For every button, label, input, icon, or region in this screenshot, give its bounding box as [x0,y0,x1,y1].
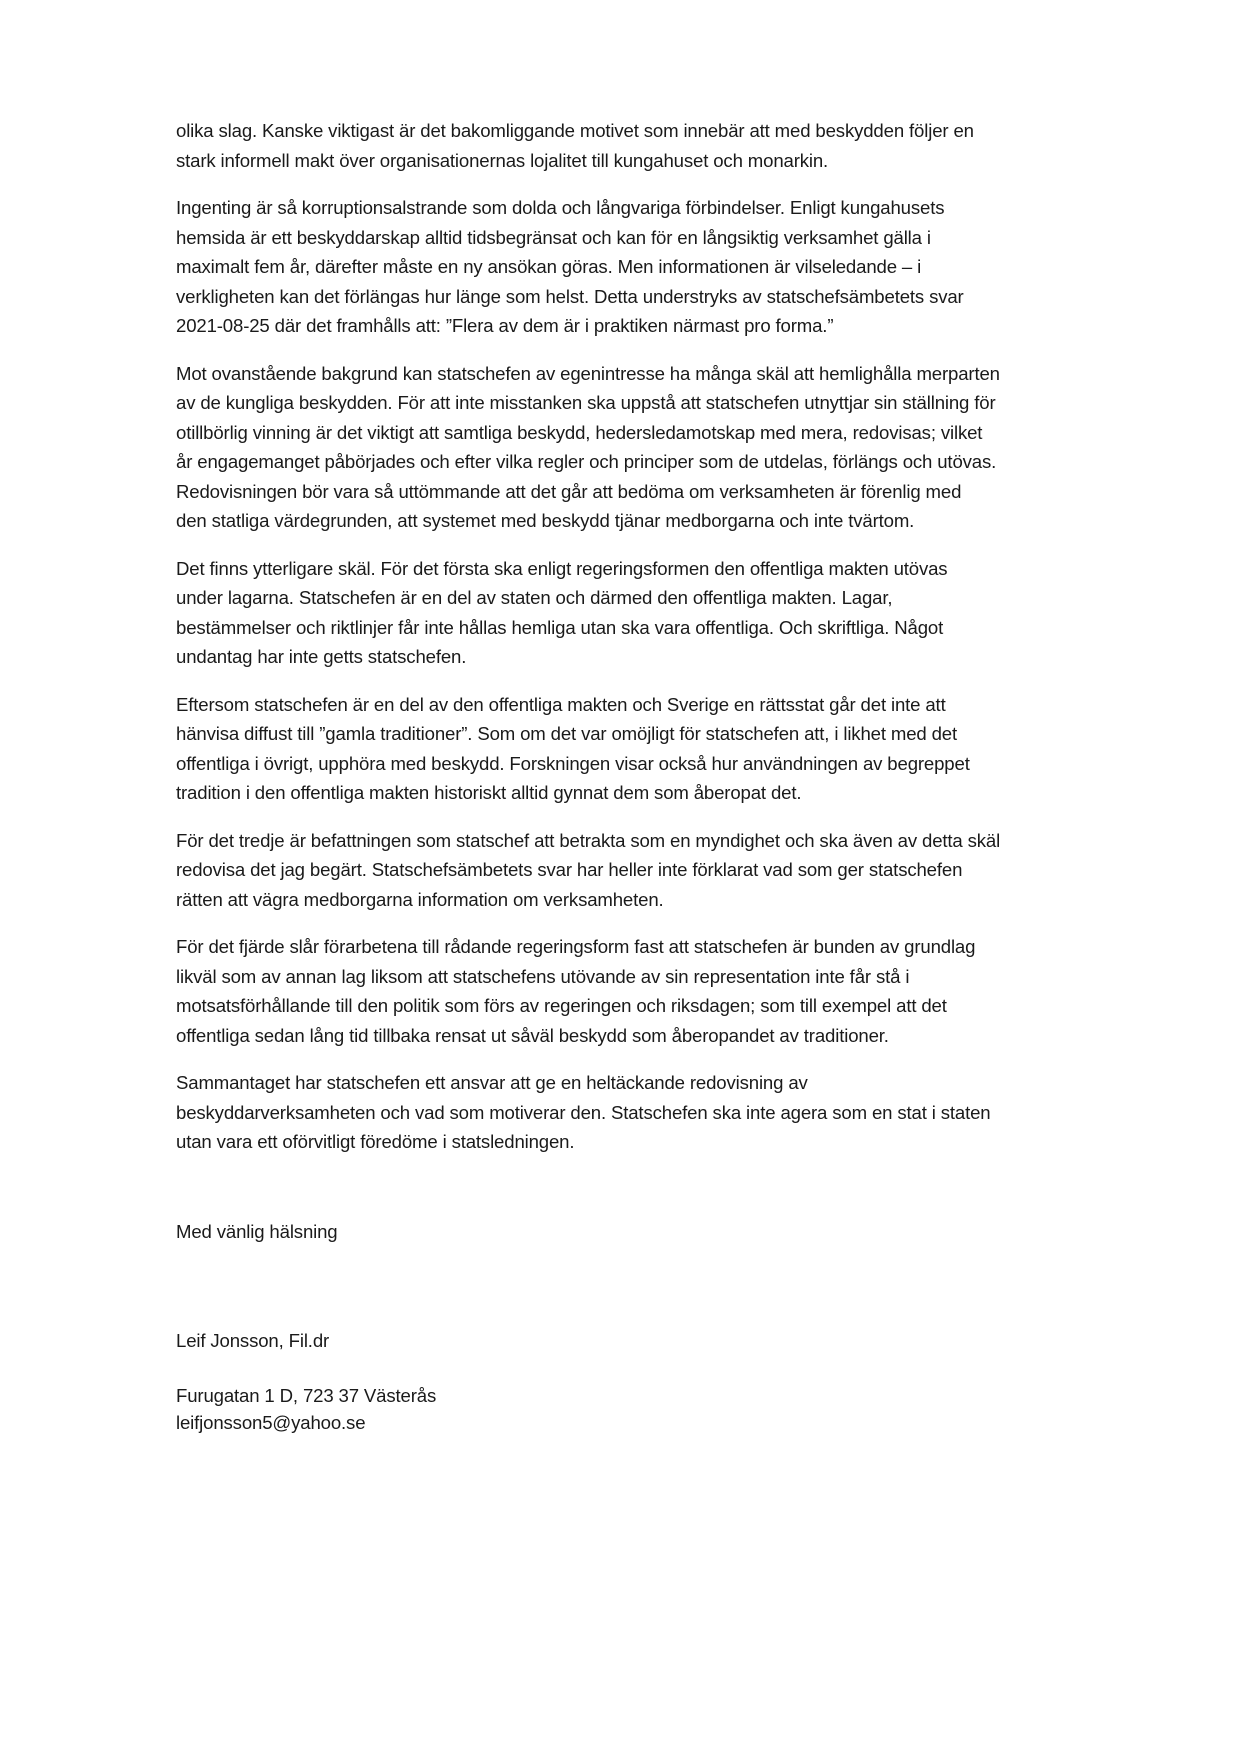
text-line: Mot ovanstående bakgrund kan statschefen av egenintresse ha många skäl att hemlighålla merparten [176,362,1000,384]
text-line: Sammantaget har statschefen ett ansvar att ge en heltäckande redovisning av [176,1072,808,1093]
text-line: rätten att vägra medborgarna information om verksamheten. [176,888,664,910]
text-line: För det fjärde slår förarbetena till rådande regeringsform fast att statschefen är bunden av grundlag [176,936,976,957]
paragraph-7 [176,932,1136,1050]
text-line: motsatsförhållande till den politik som förs av regeringen och riksdagen; som till exempel att det [176,995,947,1016]
text-line: undantag har inte getts statschefen. [176,646,467,667]
text-line: maximalt fem år, därefter måste en ny ansökan göras. Men informationen är vilseledande – i [176,256,922,277]
text-line: stark informell makt över organisationernas lojalitet till kungahuset och monarkin. [176,149,829,171]
text-line: år engagemanget påbörjades och efter vilka regler och principer som de utdelas, förlängs och utövas. [176,451,997,472]
text-line: Eftersom statschefen är en del av den offentliga makten och Sverige en rättsstat går det inte att [176,693,946,715]
text-line: offentliga i övrigt, upphöra med beskydd. Forskningen visar också hur användningen av begreppet [176,752,970,774]
paragraph-3 [176,359,1136,536]
text-line: Redovisningen bör vara så uttömmande att det går att bedöma om verksamheten är förenlig med [176,480,962,502]
text-line: Ingenting är så korruptionsalstrande som dolda och långvariga förbindelser. Enligt kungahusets [176,197,945,218]
text-line: offentliga sedan lång tid tillbaka rensat ut såväl beskydd som åberopandet av traditioner. [176,1024,889,1046]
text-line: den statliga värdegrunden, att systemet med beskydd tjänar medborgarna och inte tvärtom. [176,510,915,531]
text-line: otillbörlig vinning är det viktigt att samtliga beskydd, hedersledamotskap med mera, redovisas; vilket [176,421,983,443]
text-line: likväl som av annan lag liksom att statschefens utövande av sin representation inte får stå i [176,965,910,987]
text-line: För det tredje är befattningen som statschef att betrakta som en myndighet och ska även av detta skäl [176,829,1001,851]
text-line: bestämmelser och riktlinjer får inte hållas hemliga utan ska vara offentliga. Och skriftliga. Något [176,616,944,638]
sender-email: leifjonsson5@yahoo.se [176,1412,366,1433]
paragraph-5 [176,690,1136,808]
text-line: under lagarna. Statschefen är en del av staten och därmed den offentliga makten. Lagar, [176,587,893,608]
closing-salutation: Med vänlig hälsning [176,1221,338,1242]
text-line: utan vara ett oförvitligt föredöme i statsledningen. [176,1131,575,1152]
text-line: 2021-08-25 där det framhålls att: ”Flera av dem är i praktiken närmast pro forma.” [176,315,834,336]
sender-address: Furugatan 1 D, 723 37 Västerås [176,1385,437,1406]
text-line: Det finns ytterligare skäl. För det första ska enligt regeringsformen den offentliga makten utövas [176,557,948,579]
paragraph-8 [176,1068,1136,1157]
text-line: redovisa det jag begärt. Statschefsämbetets svar har heller inte förklarat vad som ger statschefen [176,859,963,880]
text-line: hänvisa diffust till ”gamla traditioner”. Som om det var omöjligt för statschefen att, i likhet med det [176,723,957,744]
paragraph-4 [176,554,1136,672]
text-line: hemsida är ett beskyddarskap alltid tidsbegränsat och kan för en långsiktig verksamhet gälla i [176,226,931,248]
paragraph-6 [176,826,1136,915]
text-line: tradition i den offentliga makten historiskt alltid gynnat dem som åberopat det. [176,782,802,803]
text-line: av de kungliga beskydden. För att inte misstanken ska uppstå att statschefen utnyttjar sin ställning för [176,392,996,413]
text-line: verkligheten kan det förlängas hur länge som helst. Detta understryks av statschefsämbetets svar [176,285,964,307]
text-line: olika slag. Kanske viktigast är det bakomliggande motivet som innebär att med beskydden följer en [176,120,974,141]
text-line: beskyddarverksamheten och vad som motiverar den. Statschefen ska inte agera som en stat i staten [176,1101,991,1123]
paragraph-2 [176,193,1136,341]
paragraph-1 [176,116,1136,175]
letter-body [176,116,1136,1175]
signature-name: Leif Jonsson, Fil.dr [176,1330,330,1351]
